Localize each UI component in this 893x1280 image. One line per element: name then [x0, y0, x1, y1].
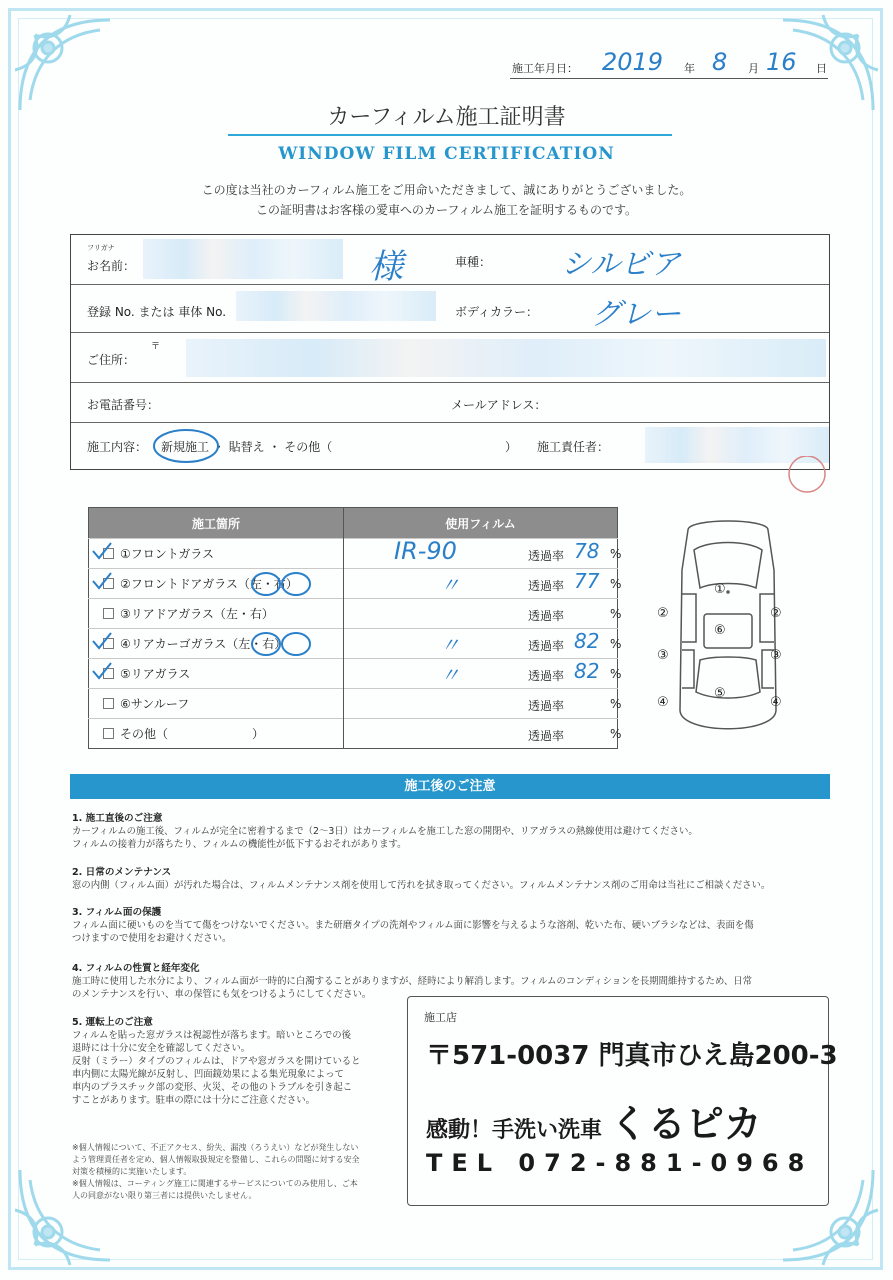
check-mark-icon — [91, 541, 113, 561]
transmittance-value: 82 — [574, 629, 600, 653]
note-line: 車内のプラスチック部の変形、火災、その他のトラブルを引き起こ — [72, 1082, 353, 1093]
body-color-label: ボディカラー： — [455, 305, 539, 319]
date-month: 8 — [712, 48, 728, 76]
privacy-fine-print — [72, 1142, 392, 1202]
transmittance-label: 透過率 — [528, 609, 565, 623]
note-line: 窓の内側（フィルム面）が汚れた場合は、フィルムメンテナンス剤を使用して汚れを拭き取ってください。フィルムメンテナンス剤のご用命は当社にご相談ください。 — [72, 880, 771, 891]
note-title: 4. フィルムの性質と経年変化 — [72, 963, 200, 974]
name-row — [71, 235, 829, 285]
work-options: 新規施工 ・ 貼替え ・ その他（ — [161, 440, 333, 454]
note-line: 施工時に使用した水分により、フィルム面が一時的に白濁することがありますが、経時により解消します。フィルムのコンディションを長期間維持するため、日常 — [72, 976, 753, 987]
fine-print-line: ※個人情報について、不正アクセス、紛失、漏洩（ろうえい）などが発生しない — [72, 1143, 359, 1152]
address-label: ご住所： — [87, 353, 136, 367]
film-name: IR-90 — [394, 537, 457, 565]
diagram-n1: ① — [714, 582, 726, 597]
person-label: 施工責任者： — [537, 440, 610, 454]
work-row — [71, 423, 829, 469]
location-label: ①フロントガラス — [120, 547, 215, 561]
address-redacted — [186, 339, 826, 377]
postal-mark: 〒 — [151, 342, 161, 352]
film-name: 〃 — [440, 633, 460, 657]
percent-sign: % — [610, 667, 622, 681]
location-label: その他（ ） — [120, 727, 265, 741]
film-table — [88, 507, 622, 749]
transmittance-label: 透過率 — [528, 639, 565, 653]
email-label: メールアドレス： — [451, 398, 547, 412]
note-title: 1. 施工直後のご注意 — [72, 813, 163, 824]
location-label: ⑤リアガラス — [120, 667, 191, 681]
fine-print-line: 人の同意がない限り第三者には提供いたしません。 — [72, 1191, 257, 1200]
intro-line-1: この度は当社のカーフィルム施工をご用命いただきまして、誠にありがとうございました。 — [201, 183, 692, 197]
note-item — [72, 1016, 392, 1107]
diagram-n2-left: ② — [657, 606, 669, 621]
page-title: カーフィルム施工証明書 — [327, 105, 566, 130]
film-row — [89, 719, 618, 749]
film-row — [89, 569, 618, 599]
location-label: ④リアカーゴガラス（左・右） — [120, 637, 287, 651]
shop-name-main: くるピカ — [609, 1102, 762, 1146]
shop-name-prefix: 感動！手洗い洗車 — [426, 1118, 603, 1143]
note-line: フィルムの接着力が落ちたり、フィルムの機能性が低下するおそれがあります。 — [72, 839, 407, 850]
transmittance-label: 透過率 — [528, 699, 565, 713]
car-model-label: 車種： — [455, 255, 492, 269]
intro-line-2: この証明書はお客様の愛車へのカーフィルム施工を証明するものです。 — [255, 203, 637, 217]
diagram-n5: ⑤ — [714, 686, 726, 701]
percent-sign: % — [610, 637, 622, 651]
note-line: すことがあります。駐車の際には十分にご注意ください。 — [72, 1095, 316, 1106]
diagram-n3-right: ③ — [770, 648, 782, 663]
shop-label: 施工店 — [424, 1011, 457, 1024]
title-divider — [228, 134, 672, 136]
date-day: 16 — [766, 48, 797, 76]
date-label: 施工年月日： — [512, 62, 578, 75]
month-unit: 月 — [748, 62, 759, 75]
film-row — [89, 599, 618, 629]
film-row — [89, 659, 618, 689]
checkbox-icon — [103, 698, 114, 709]
note-line: カーフィルムの施工後、フィルムが完全に密着するまで（2〜3日）はカーフィルムを施工した窓の開閉や、リアガラスの熱線使用は避けてください。 — [72, 826, 698, 837]
percent-sign: % — [610, 547, 622, 561]
diagram-n3-left: ③ — [657, 648, 669, 663]
construction-date — [510, 48, 828, 79]
page-title-en: WINDOW FILM CERTIFICATION — [278, 144, 615, 164]
fine-print-line: ※個人情報は、コーティング施工に関連するサービスについてのみ使用し、ご本 — [72, 1179, 358, 1188]
check-mark-icon — [91, 571, 113, 591]
circle-mark-icon — [151, 427, 221, 465]
registration-redacted — [236, 291, 436, 321]
note-title: 2. 日常のメンテナンス — [72, 867, 172, 878]
shop-name — [426, 1093, 762, 1148]
phone-label: お電話番号： — [87, 398, 160, 412]
name-redacted — [143, 239, 343, 279]
car-model-value: シルビア — [561, 247, 681, 282]
film-name: 〃 — [440, 663, 460, 687]
diagram-n2-right: ② — [770, 606, 782, 621]
percent-sign: % — [610, 607, 622, 621]
check-mark-icon — [91, 661, 113, 681]
note-line: フィルムを貼った窓ガラスは視認性が落ちます。暗いところでの後 — [72, 1030, 351, 1041]
percent-sign: % — [610, 697, 622, 711]
percent-sign: % — [610, 577, 622, 591]
furigana-label: フリガナ — [87, 244, 115, 252]
shop-address: 〒571-0037 門真市ひえ島200-3 — [426, 1041, 838, 1071]
address-row — [71, 333, 829, 383]
col-location: 施工箇所 — [89, 508, 344, 539]
transmittance-value: 82 — [574, 659, 600, 683]
diagram-n4-right: ④ — [770, 695, 782, 710]
transmittance-label: 透過率 — [528, 669, 565, 683]
transmittance-label: 透過率 — [528, 729, 565, 743]
work-label: 施工内容： — [87, 440, 148, 454]
shop-stamp — [407, 996, 838, 1206]
location-label: ③リアドアガラス（左・右） — [120, 607, 274, 621]
registration-row — [71, 285, 829, 333]
check-mark-icon — [91, 631, 113, 651]
work-options-close: ） — [505, 440, 518, 454]
film-row — [89, 629, 618, 659]
day-unit: 日 — [816, 62, 827, 75]
note-line: 車内側に太陽光線が反射し、凹面鏡効果による集光現象によって — [72, 1069, 344, 1080]
car-diagram — [648, 510, 808, 750]
checkbox-icon — [103, 608, 114, 619]
checkbox-icon — [103, 728, 114, 739]
note-line: のメンテナンスを行い、車の保管にも気をつけるようにしてください。 — [72, 989, 372, 1000]
transmittance-label: 透過率 — [528, 579, 565, 593]
note-item — [72, 812, 830, 851]
circle-mark-icon — [249, 631, 315, 657]
year-unit: 年 — [684, 62, 695, 75]
note-line: つけますので使用をお避けください。 — [72, 933, 232, 944]
percent-sign: % — [610, 727, 622, 741]
film-row — [89, 539, 618, 569]
name-suffix: 様 — [369, 247, 403, 287]
note-item — [72, 906, 830, 945]
note-line: 退時には十分に安全を確認してください。 — [72, 1043, 251, 1054]
note-title: 3. フィルム面の保護 — [72, 907, 162, 918]
transmittance-value: 77 — [574, 569, 600, 593]
film-name: 〃 — [440, 573, 460, 597]
registration-label: 登録 No. または 車体 No. — [87, 305, 227, 319]
film-row — [89, 689, 618, 719]
fine-print-line: よう管理責任者を定め、個人情報取扱規定を整備し、これらの問題に対する安全 — [72, 1155, 360, 1164]
name-label: お名前： — [87, 259, 136, 273]
body-color-value: グレー — [591, 297, 681, 332]
date-year: 2019 — [602, 48, 664, 76]
contact-row — [71, 383, 829, 423]
location-label: ②フロントドアガラス（左・右） — [120, 577, 298, 591]
customer-form — [70, 234, 830, 470]
location-label: ⑥サンルーフ — [120, 697, 190, 711]
shop-tel: TEL 072-881-0968 — [426, 1149, 814, 1177]
col-film: 使用フィルム — [344, 508, 618, 539]
note-line: フィルム面に硬いものを当てて傷をつけないでください。また研磨タイプの洗剤やフィルム面に影響を与えるような溶剤、乾いた布、硬いブラシなどは、表面を傷 — [72, 920, 754, 931]
diagram-n6: ⑥ — [714, 623, 726, 638]
note-line: 反射（ミラー）タイプのフィルムは、ドアや窓ガラスを開けていると — [72, 1056, 361, 1067]
circle-mark-icon — [249, 571, 315, 597]
transmittance-value: 78 — [574, 539, 600, 563]
notes-heading: 施工後のご注意 — [70, 774, 830, 799]
diagram-n4-left: ④ — [657, 695, 669, 710]
fine-print-line: 対策を積極的に実施いたします。 — [72, 1167, 192, 1176]
note-item — [72, 866, 830, 892]
seal-stamp-icon — [784, 456, 830, 496]
transmittance-label: 透過率 — [528, 549, 565, 563]
note-title: 5. 運転上のご注意 — [72, 1017, 153, 1028]
